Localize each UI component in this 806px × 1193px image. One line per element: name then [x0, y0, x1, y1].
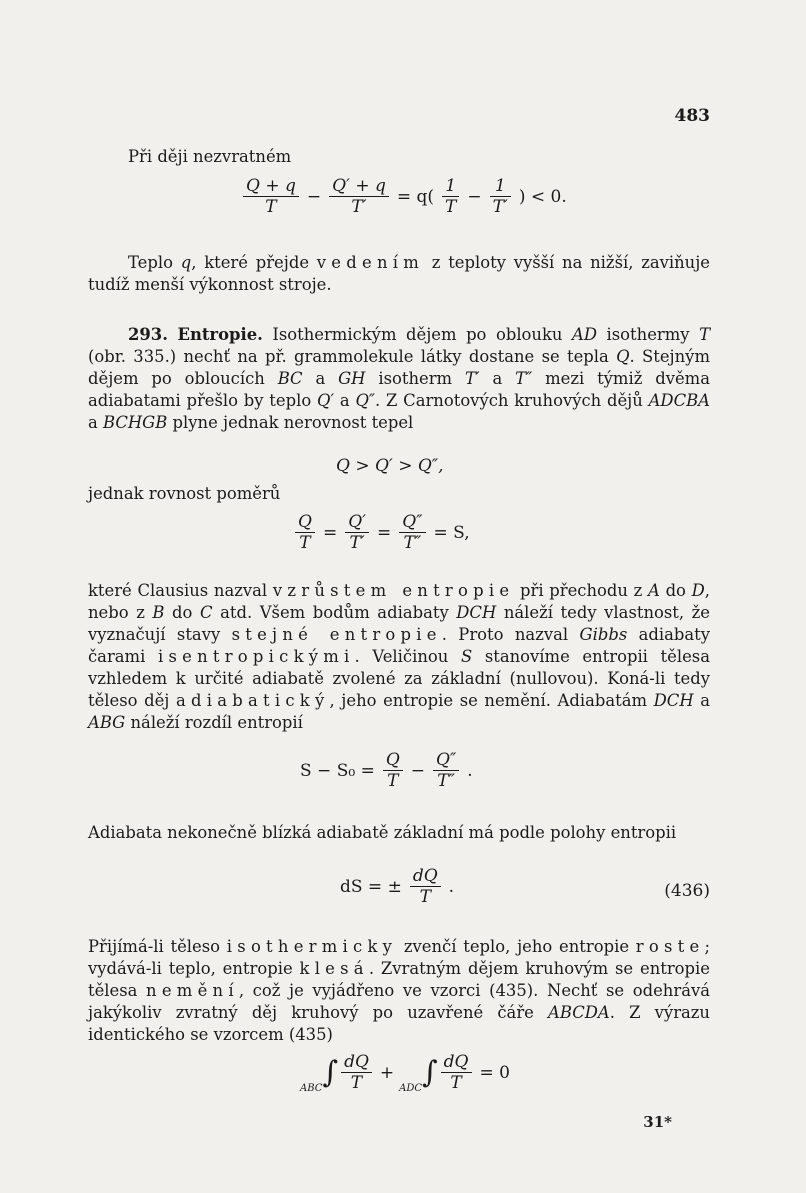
fraction: $\frac{1}{T}$ [442, 176, 459, 217]
page-number: 483 [674, 106, 710, 126]
equation-inequality: Q > Q′ > Q″, [336, 456, 444, 476]
integral-sign: ∫ [422, 1055, 438, 1090]
fraction: $\frac{Q' + q}{T'}$ [329, 176, 389, 217]
signature-mark: 31* [643, 1113, 672, 1131]
fraction: $\frac{dQ}{T}$ [441, 1052, 472, 1093]
fraction: $\frac{Q''}{T''}$ [399, 512, 425, 553]
fraction: $\frac{Q}{T}$ [383, 750, 403, 791]
equation-integral: $_{ABC}$∫ $\frac{dQ}{T}$ $+_{ADC}\int$ $\frac{dQ}{T}$ = 0 [300, 1052, 510, 1094]
paragraph-ratio: jednak rovnost poměrů [88, 484, 281, 503]
equation-436: dS = ± $\frac{dQ}{T}$ . [340, 866, 455, 907]
fraction: $\frac{Q}{T}$ [295, 512, 315, 553]
integral-sign: ∫ [322, 1055, 339, 1090]
intro-line [88, 146, 710, 168]
equation-ratio: $\frac{Q}{T}$ = $\frac{Q'}{T'}$ = $\frac{Q''}{T''}$ = S, [292, 512, 475, 553]
fraction: $\frac{Q''}{T''}$ [433, 750, 459, 791]
paragraph-adiabat: Adiabata nekonečně blízká adiabatě základní má podle polohy entropii [88, 823, 677, 842]
section-number: 293. [128, 325, 168, 344]
paragraph-isothermal: Přijímá-li těleso isothermicky zvenčí teplo, jeho entropie roste; vydává-li teplo, entropie klesá. Zvratným dějem kruhovým se entropie tělesa nemění, což je vyjádřeno ve vzorci (435). Nechť se odehrává jakýkoliv zvratný děj kruhový po uzavřené čáře ABCDA. Z výrazu identického se vzorcem (435) [88, 937, 710, 1044]
fraction: $\frac{dQ}{T}$ [341, 1052, 372, 1093]
equation-irreversible: $\frac{Q + q}{T}$ − $\frac{Q' + q}{T'}$ = q( $\frac{1}{T}$ − $\frac{1}{T'}$ ) < 0. [240, 176, 572, 217]
section-title: Entropie. [177, 325, 263, 344]
equation-entropy-difference: S − S₀ = $\frac{Q}{T}$ − $\frac{Q''}{T''}$ . [300, 750, 473, 791]
fraction: $\frac{dQ}{T}$ [410, 866, 441, 907]
equation-number: (436) [664, 881, 710, 901]
paragraph-intro: Při ději nezvratném [128, 147, 292, 166]
fraction: $\frac{Q'}{T'}$ [345, 512, 369, 553]
paragraph-clausius: které Clausius nazval vzrůstem entropie při přechodu z A do D, nebo z B do C atd. Všem bodům adiabaty DCH náleží tedy vlastnost, že vyznačují stavy stejné entropie. Proto nazval Gibbs adiabaty čarami isentropickými. Veličinou S stanovíme entropii tělesa vzhledem k určité adiabatě zvolené za základní (nullovou). Koná-li tedy těleso děj adiabatický, jeho entropie se nemění. Adiabatám DCH a ABG náleží rozdíl entropií [88, 581, 711, 732]
section-293-entropie: 293. Entropie. Isothermickým dějem po oblouku AD isothermy T (obr. 335.) nechť na př. grammolekule látky dostane se tepla Q. Stejným dějem po obloucích BC a GH isotherm T′ a T″ mezi týmiž dvěma adiabatami přešlo by teplo Q′ a Q″. Z Carnotových kruhových dějů ADCBA a BCHGB plyne jednak nerovnost tepel [88, 325, 710, 432]
fraction: $\frac{Q + q}{T}$ [243, 176, 299, 217]
paragraph-heat-conduction: Teplo q, které přejde vedením z teploty vyšší na nižší, zaviňuje tudíž menší výkonnost stroje. [88, 253, 710, 294]
fraction: $\frac{1}{T'}$ [490, 176, 511, 217]
